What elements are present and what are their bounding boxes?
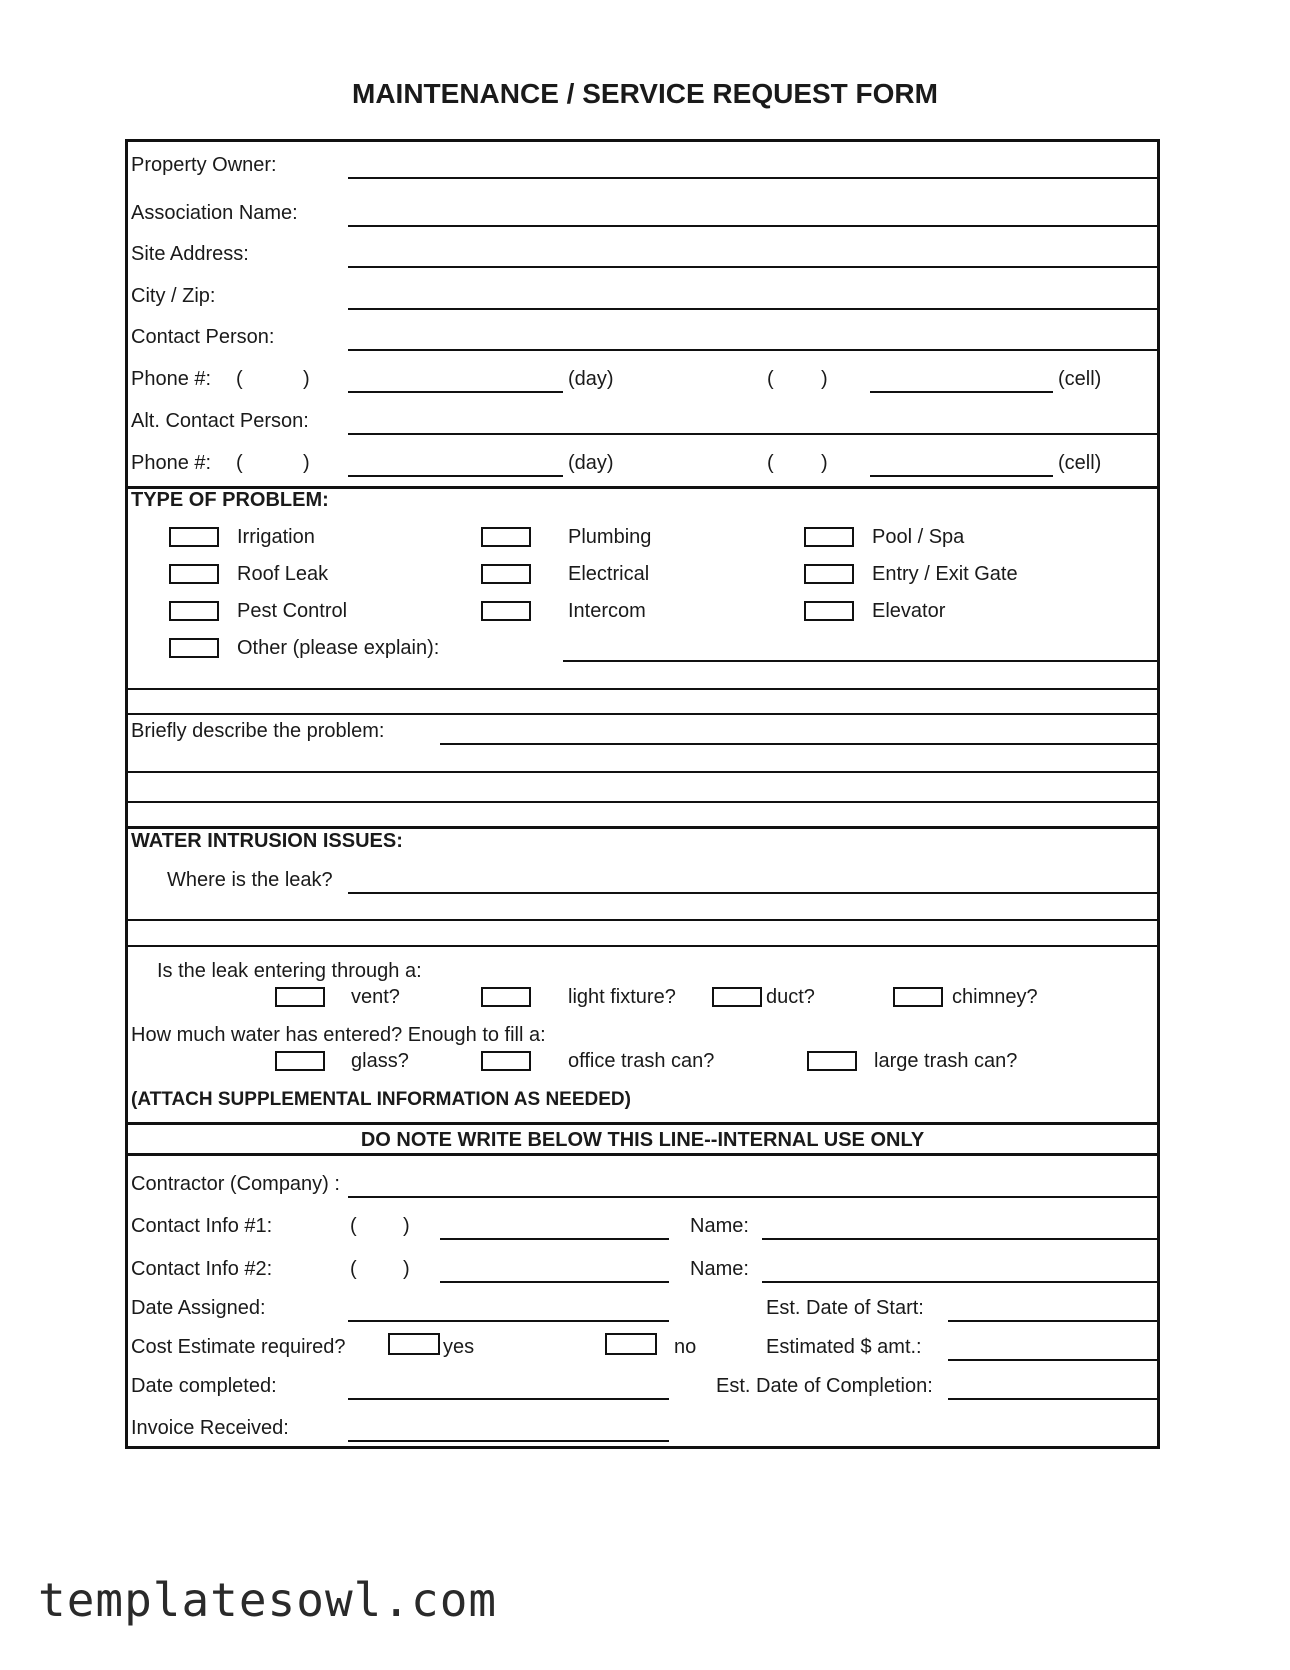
glass-checkbox[interactable] [275, 1051, 325, 1071]
watermark: templatesowl.com [38, 1573, 498, 1627]
cell-area-open: ( [767, 368, 774, 390]
est-amount-label: Estimated $ amt.: [766, 1336, 922, 1358]
electrical-checkbox[interactable] [481, 564, 531, 584]
describe-label: Briefly describe the problem: [131, 720, 385, 742]
plumbing-checkbox[interactable] [481, 527, 531, 547]
est-completion-field[interactable] [948, 1398, 1158, 1400]
section-divider [125, 1122, 1160, 1125]
phone-cell-label: (cell) [1058, 368, 1102, 390]
describe-field[interactable] [440, 743, 1158, 745]
large-trash-label: large trash can? [874, 1050, 1018, 1072]
electrical-label: Electrical [568, 563, 650, 585]
water-heading: WATER INTRUSION ISSUES: [131, 830, 403, 852]
est-start-label: Est. Date of Start: [766, 1297, 924, 1319]
site-address-label: Site Address: [131, 243, 249, 265]
property-owner-field[interactable] [348, 177, 1158, 179]
attach-note: (ATTACH SUPPLEMENTAL INFORMATION AS NEEDED) [131, 1089, 631, 1110]
est-start-field[interactable] [948, 1320, 1158, 1322]
alt-phone-day-label: (day) [568, 452, 614, 474]
alt-phone-area-close: ) [303, 452, 310, 474]
city-zip-label: City / Zip: [131, 285, 216, 307]
alt-phone-day-field[interactable] [348, 475, 563, 477]
chimney-checkbox[interactable] [893, 987, 943, 1007]
vent-label: vent? [351, 986, 400, 1008]
alt-phone-cell-label: (cell) [1058, 452, 1102, 474]
phone-day-label: (day) [568, 368, 614, 390]
intercom-checkbox[interactable] [481, 601, 531, 621]
elevator-checkbox[interactable] [804, 601, 854, 621]
phone-area-close: ) [303, 368, 310, 390]
date-assigned-label: Date Assigned: [131, 1297, 266, 1319]
cost-yes-label: yes [443, 1336, 475, 1358]
date-completed-field[interactable] [348, 1398, 669, 1400]
glass-label: glass? [351, 1050, 409, 1072]
duct-checkbox[interactable] [712, 987, 762, 1007]
describe-line-2[interactable] [125, 771, 1160, 773]
alt-cell-area-open: ( [767, 452, 774, 474]
cost-no-label: no [674, 1336, 697, 1358]
association-name-label: Association Name: [131, 202, 298, 224]
contact1-label: Contact Info #1: [131, 1215, 273, 1237]
contact1-name-label: Name: [690, 1215, 749, 1237]
irrigation-checkbox[interactable] [169, 527, 219, 547]
cost-no-checkbox[interactable] [605, 1333, 657, 1355]
contact2-area-close: ) [403, 1258, 410, 1280]
phone-day-field[interactable] [348, 391, 563, 393]
section-divider [125, 1153, 1160, 1156]
entry-exit-gate-label: Entry / Exit Gate [872, 563, 1018, 585]
est-amount-field[interactable] [948, 1359, 1158, 1361]
property-owner-label: Property Owner: [131, 154, 277, 176]
office-trash-label: office trash can? [568, 1050, 715, 1072]
large-trash-checkbox[interactable] [807, 1051, 857, 1071]
internal-heading: DO NOTE WRITE BELOW THIS LINE--INTERNAL USE ONLY [360, 1129, 925, 1151]
association-name-field[interactable] [348, 225, 1158, 227]
contact1-area-open: ( [350, 1215, 357, 1237]
phone-area-open: ( [236, 368, 243, 390]
other-label: Other (please explain): [237, 637, 440, 659]
contact2-area-open: ( [350, 1258, 357, 1280]
entering-label: Is the leak entering through a: [157, 960, 422, 982]
contact2-name-label: Name: [690, 1258, 749, 1280]
leak-divider [125, 945, 1160, 947]
pest-control-label: Pest Control [237, 600, 348, 622]
contractor-field[interactable] [348, 1196, 1158, 1198]
contact-person-field[interactable] [348, 349, 1158, 351]
describe-top-line [125, 713, 1160, 715]
chimney-label: chimney? [952, 986, 1038, 1008]
roof-leak-checkbox[interactable] [169, 564, 219, 584]
form-title: MAINTENANCE / SERVICE REQUEST FORM [352, 78, 938, 109]
where-leak-field[interactable] [348, 892, 1158, 894]
describe-line-3[interactable] [125, 801, 1160, 803]
elevator-label: Elevator [872, 600, 946, 622]
date-assigned-field[interactable] [348, 1320, 669, 1322]
roof-leak-label: Roof Leak [237, 563, 329, 585]
alt-phone-cell-field[interactable] [870, 475, 1053, 477]
form-frame [125, 139, 1160, 1449]
problem-heading: TYPE OF PROBLEM: [131, 489, 329, 511]
contact1-area-close: ) [403, 1215, 410, 1237]
other-extra-line[interactable] [125, 688, 1160, 690]
pool-spa-checkbox[interactable] [804, 527, 854, 547]
section-divider [125, 826, 1160, 829]
pool-spa-label: Pool / Spa [872, 526, 965, 548]
alt-phone-label: Phone #: [131, 452, 212, 474]
contact1-name-field[interactable] [762, 1238, 1158, 1240]
alt-contact-field[interactable] [348, 433, 1158, 435]
site-address-field[interactable] [348, 266, 1158, 268]
vent-checkbox[interactable] [275, 987, 325, 1007]
contractor-label: Contractor (Company) : [131, 1173, 340, 1195]
contact1-field[interactable] [440, 1238, 669, 1240]
invoice-field[interactable] [348, 1440, 669, 1442]
alt-cell-area-close: ) [821, 452, 828, 474]
cost-required-label: Cost Estimate required? [131, 1336, 346, 1358]
date-completed-label: Date completed: [131, 1375, 277, 1397]
office-trash-checkbox[interactable] [481, 1051, 531, 1071]
intercom-label: Intercom [568, 600, 646, 622]
leak-extra-line[interactable] [125, 919, 1160, 921]
est-completion-label: Est. Date of Completion: [716, 1375, 933, 1397]
phone-cell-field[interactable] [870, 391, 1053, 393]
phone-label: Phone #: [131, 368, 212, 390]
alt-contact-label: Alt. Contact Person: [131, 410, 309, 432]
cell-area-close: ) [821, 368, 828, 390]
alt-phone-area-open: ( [236, 452, 243, 474]
irrigation-label: Irrigation [237, 526, 315, 548]
other-explain-field[interactable] [563, 660, 1158, 662]
pest-control-checkbox[interactable] [169, 601, 219, 621]
duct-label: duct? [766, 986, 815, 1008]
where-leak-label: Where is the leak? [167, 869, 333, 891]
cost-yes-checkbox[interactable] [388, 1333, 440, 1355]
amount-label: How much water has entered? Enough to fill a: [131, 1024, 546, 1046]
contact2-label: Contact Info #2: [131, 1258, 273, 1280]
city-zip-field[interactable] [348, 308, 1158, 310]
plumbing-label: Plumbing [568, 526, 652, 548]
invoice-label: Invoice Received: [131, 1417, 289, 1439]
light-fixture-checkbox[interactable] [481, 987, 531, 1007]
contact2-name-field[interactable] [762, 1281, 1158, 1283]
contact-person-label: Contact Person: [131, 326, 275, 348]
other-checkbox[interactable] [169, 638, 219, 658]
light-fixture-label: light fixture? [568, 986, 676, 1008]
entry-exit-gate-checkbox[interactable] [804, 564, 854, 584]
contact2-field[interactable] [440, 1281, 669, 1283]
